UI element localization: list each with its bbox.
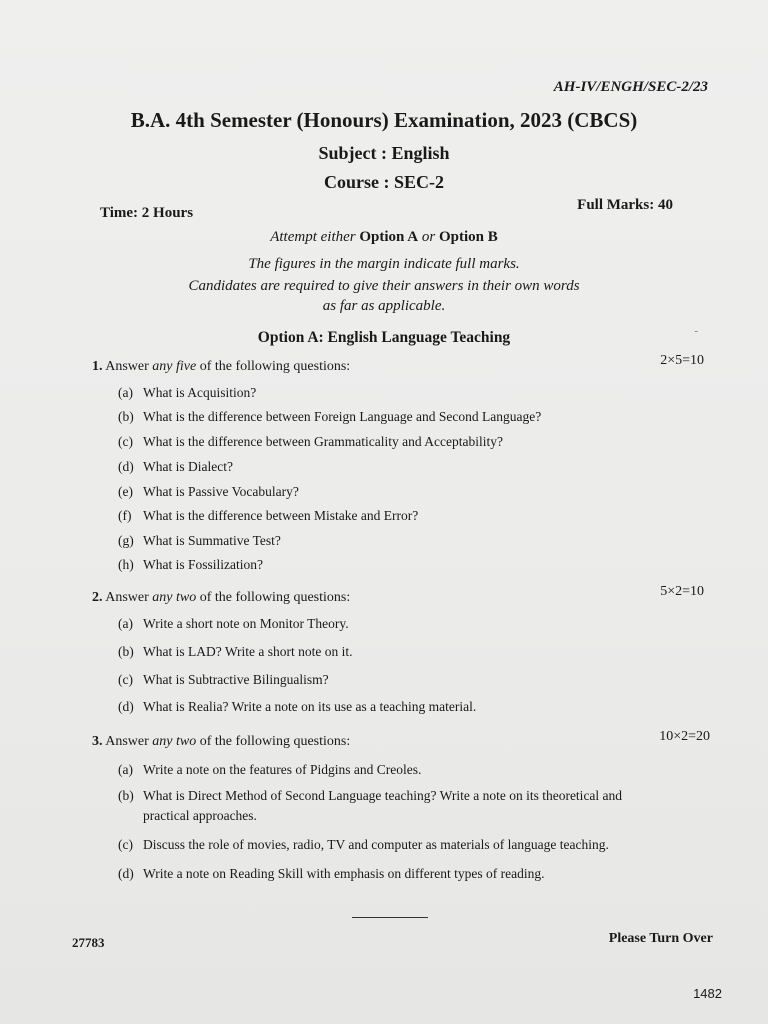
item-label: (a) <box>118 762 133 777</box>
question-2 <box>92 590 350 606</box>
item-text: What is Fossilization? <box>143 557 263 572</box>
item-label: (b) <box>118 788 134 803</box>
question-number: 3. <box>92 734 103 749</box>
question-3-item-d <box>118 866 545 882</box>
question-1 <box>92 359 350 375</box>
item-label: (c) <box>118 672 133 687</box>
page-number: 1482 <box>693 986 722 1001</box>
item-label: (e) <box>118 484 133 499</box>
item-label: (f) <box>118 508 132 523</box>
course-line: Course : SEC-2 <box>324 172 444 192</box>
item-label: (d) <box>118 699 134 714</box>
question-number: 1. <box>92 359 103 374</box>
item-text: What is Direct Method of Second Language teaching? Write a note on its theoretical and <box>143 788 623 803</box>
item-text: Write a short note on Monitor Theory. <box>143 616 349 631</box>
question-2-item-a <box>118 616 349 632</box>
paper-code: AH-IV/ENGH/SEC-2/23 <box>553 79 708 95</box>
item-label: (g) <box>118 533 134 548</box>
question-emph: any two <box>152 734 197 749</box>
item-text: What is LAD? Write a short note on it. <box>143 644 353 659</box>
please-turn-over: Please Turn Over <box>608 931 713 946</box>
question-2-item-d <box>118 699 476 715</box>
end-divider <box>352 917 428 918</box>
option-heading: Option A: English Language Teaching <box>257 329 511 346</box>
full-marks: Full Marks: 40 <box>577 197 673 213</box>
margin-tick: - <box>694 325 698 337</box>
question-3-item-a <box>118 762 421 778</box>
question-pre: Answer <box>105 590 149 605</box>
attempt-option-a: Option A <box>359 229 419 245</box>
item-label: (c) <box>118 434 133 449</box>
attempt-pre: Attempt either <box>270 229 356 245</box>
item-text: What is Summative Test? <box>143 533 281 548</box>
question-3-item-b <box>118 788 622 804</box>
item-text: What is Subtractive Bilingualism? <box>143 672 329 687</box>
attempt-or: or <box>421 229 436 245</box>
question-emph: any two <box>152 590 197 605</box>
item-label: (c) <box>118 837 133 852</box>
item-text: What is Dialect? <box>143 459 233 474</box>
item-text: What is Acquisition? <box>143 385 257 400</box>
question-number: 2. <box>92 590 103 605</box>
item-text: What is the difference between Grammaticality and Acceptability? <box>143 434 503 449</box>
item-text: Write a note on Reading Skill with emphasis on different types of reading. <box>143 866 545 881</box>
question-3-item-b-cont: practical approaches. <box>143 808 257 823</box>
question-post: of the following questions: <box>199 359 351 374</box>
item-label: (b) <box>118 644 134 659</box>
question-1-item-c <box>118 434 503 450</box>
question-pre: Answer <box>105 734 149 749</box>
question-1-item-b <box>118 409 541 425</box>
item-text: What is the difference between Mistake and Error? <box>143 508 419 523</box>
item-text: What is Passive Vocabulary? <box>143 484 299 499</box>
attempt-option-b: Option B <box>439 229 498 245</box>
question-1-item-a <box>118 385 256 401</box>
question-2-item-b <box>118 644 353 660</box>
candidates-instruction-line1: Candidates are required to give their answers in their own words <box>188 278 580 294</box>
item-text: Discuss the role of movies, radio, TV and computer as materials of language teaching. <box>143 837 609 852</box>
item-text: Write a note on the features of Pidgins and Creoles. <box>143 762 422 777</box>
figures-instruction: The figures in the margin indicate full marks. <box>248 256 520 272</box>
question-post: of the following questions: <box>199 590 351 605</box>
item-text: What is the difference between Foreign Language and Second Language? <box>143 409 542 424</box>
subject-line: Subject : English <box>318 143 450 163</box>
question-post: of the following questions: <box>199 734 351 749</box>
question-2-item-c <box>118 672 329 688</box>
item-label: (a) <box>118 385 133 400</box>
question-1-item-e <box>118 484 299 500</box>
question-3-item-c <box>118 837 609 853</box>
footer-paper-code: 27783 <box>72 935 105 950</box>
time-allowed: Time: 2 Hours <box>100 205 194 221</box>
attempt-instruction <box>0 229 768 246</box>
question-3-marks: 10×2=20 <box>659 729 710 744</box>
item-label: (h) <box>118 557 134 572</box>
question-pre: Answer <box>105 359 149 374</box>
item-text: What is Realia? Write a note on its use as a teaching material. <box>143 699 477 714</box>
item-label: (d) <box>118 866 134 881</box>
exam-title: B.A. 4th Semester (Honours) Examination, 2023 (CBCS) <box>130 108 638 132</box>
question-1-item-g <box>118 533 281 549</box>
item-label: (d) <box>118 459 134 474</box>
question-1-marks: 2×5=10 <box>660 353 704 368</box>
question-1-item-f <box>118 508 418 524</box>
question-emph: any five <box>152 359 197 374</box>
candidates-instruction-line2: as far as applicable. <box>322 298 446 314</box>
question-1-item-d <box>118 459 233 475</box>
question-1-item-h <box>118 557 263 573</box>
question-2-marks: 5×2=10 <box>660 584 704 599</box>
item-label: (a) <box>118 616 133 631</box>
item-label: (b) <box>118 409 134 424</box>
question-3 <box>92 734 350 750</box>
